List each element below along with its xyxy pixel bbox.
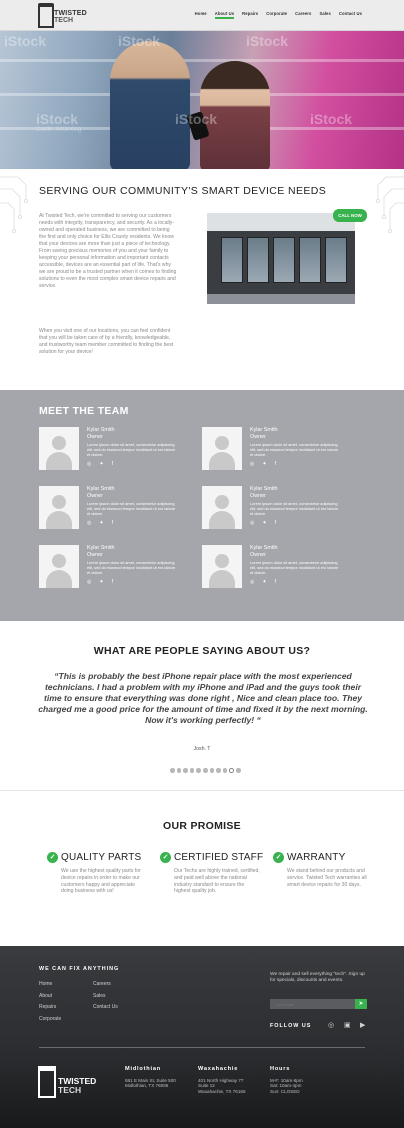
carousel-dot[interactable] — [216, 768, 221, 773]
member-bio: Lorem ipsum dolor sit amet, consectetur adipiscing elit, sed do eiusmod tempor incididunt ut ero labore et dolore. — [250, 501, 339, 516]
newsletter-email-input[interactable] — [270, 999, 355, 1009]
member-name: Kylar Smith — [250, 486, 278, 492]
member-bio: Lorem ipsum dolor sit amet, consectetur adipiscing elit, sed do eiusmod tempor incididunt ut ero labore et dolore. — [250, 560, 339, 575]
hours-line: Sun: CLOSED — [270, 1088, 300, 1094]
member-name: Kylar Smith — [87, 486, 115, 492]
promise-heading: QUALITY PARTS — [61, 852, 142, 863]
member-role: Owner — [250, 551, 266, 558]
nav-home[interactable]: Home — [194, 11, 207, 16]
instagram-icon[interactable]: ◎ — [87, 520, 92, 526]
facebook-icon[interactable]: f — [111, 579, 113, 585]
nav-repairs[interactable]: Repairs — [242, 11, 259, 16]
hours-line: Sat: 10am-4pm — [270, 1083, 302, 1089]
promise-text: Our Techs are highly trained, certified, and paid well above the national industry standard to ensure the highest quality job. — [174, 868, 260, 895]
footer-divider — [39, 1047, 365, 1048]
footer-heading: WE CAN FIX ANYTHING — [39, 966, 120, 972]
site-header — [0, 0, 404, 31]
location-line: 681 E Main St, Suite 500 — [125, 1078, 176, 1083]
testimonial-author: Josh. T — [193, 746, 211, 752]
footer-link-sales[interactable]: Sales — [93, 993, 106, 999]
business-hours — [270, 1066, 303, 1094]
nav-sales[interactable]: Sales — [319, 11, 331, 16]
twitter-icon[interactable]: ✦ — [99, 520, 104, 526]
storefront-image — [207, 213, 355, 304]
logo-mark-icon — [38, 3, 54, 28]
carousel-dot[interactable] — [210, 768, 215, 773]
testimonials-title: WHAT ARE PEOPLE SAYING ABOUT US? — [93, 645, 311, 657]
site-footer — [0, 946, 404, 1128]
twitter-icon[interactable]: ✦ — [262, 520, 267, 526]
carousel-dot[interactable] — [177, 768, 182, 773]
twitter-icon[interactable]: ✦ — [262, 579, 267, 585]
member-bio: Lorem ipsum dolor sit amet, consectetur adipiscing elit, sed do eiusmod tempor incididunt ut ero labore et dolore. — [87, 442, 176, 457]
promise-item — [273, 852, 383, 888]
facebook-icon[interactable]: f — [274, 579, 276, 585]
location-waxahachie — [198, 1066, 246, 1094]
promise-section — [0, 791, 404, 946]
avatar-placeholder-icon — [202, 427, 242, 470]
location-line: Suite 12 — [198, 1083, 215, 1089]
member-bio: Lorem ipsum dolor sit amet, consectetur adipiscing elit, sed do eiusmod tempor incididunt ut ero labore et dolore. — [87, 560, 176, 575]
footer-link-corporate[interactable]: Corporate — [39, 1016, 62, 1022]
footer-logo[interactable] — [38, 1066, 100, 1098]
footer-link-contact-us[interactable]: Contact Us — [93, 1004, 118, 1010]
promise-item — [160, 852, 270, 895]
instagram-icon[interactable]: ◎ — [328, 1022, 335, 1029]
carousel-dot[interactable] — [196, 768, 201, 773]
twitter-icon[interactable]: ✦ — [99, 461, 104, 467]
logo-mark-icon — [38, 1066, 56, 1098]
community-section — [0, 169, 404, 390]
member-role: Owner — [250, 492, 266, 499]
member-role: Owner — [87, 433, 103, 440]
team-member-card — [39, 486, 179, 532]
location-line: Waxahachie, TX 76165 — [198, 1088, 246, 1094]
location-midlothian — [125, 1066, 176, 1089]
twitter-icon[interactable]: ✦ — [262, 461, 267, 467]
avatar-placeholder-icon — [39, 545, 79, 588]
watermark: iStock — [310, 111, 353, 127]
send-icon[interactable]: ➤ — [355, 999, 367, 1009]
carousel-dot[interactable] — [190, 768, 195, 773]
circuit-decoration-icon — [370, 169, 404, 239]
footer-link-careers[interactable]: Careers — [93, 981, 111, 987]
footer-link-home[interactable]: Home — [39, 981, 53, 987]
carousel-dots — [170, 768, 241, 773]
promise-heading: CERTIFIED STAFF — [174, 852, 264, 863]
logo-text-line2: TECH — [58, 1085, 82, 1095]
facebook-icon[interactable]: f — [111, 520, 113, 526]
member-name: Kylar Smith — [87, 545, 115, 551]
instagram-icon[interactable]: ◎ — [87, 461, 92, 467]
member-name: Kylar Smith — [87, 427, 115, 433]
member-name: Kylar Smith — [250, 545, 278, 551]
location-line: 401 North Highway 77 — [198, 1078, 244, 1083]
circuit-decoration-icon — [0, 169, 34, 239]
watermark: iStock — [246, 33, 289, 49]
location-title: Midlothian — [125, 1066, 161, 1072]
avatar-placeholder-icon — [202, 486, 242, 529]
location-title: Hours — [270, 1066, 291, 1072]
member-bio: Lorem ipsum dolor sit amet, consectetur adipiscing elit, sed do eiusmod tempor incididunt ut ero labore et dolore. — [87, 501, 176, 516]
carousel-dot[interactable] — [223, 768, 228, 773]
promise-title: OUR PROMISE — [163, 820, 241, 832]
member-name: Kylar Smith — [250, 427, 278, 433]
check-circle-icon: ✓ — [273, 852, 284, 863]
facebook-icon[interactable]: f — [274, 461, 276, 467]
promise-item — [47, 852, 157, 895]
hero-image — [0, 31, 404, 169]
promise-heading: WARRANTY — [287, 852, 346, 863]
testimonial-quote: “This is probably the best iPhone repair place with the most experienced technicians. I had a problem with my iPhone and iPad and the guys took their time to ensure that everything was done right , Nice and clean place too. They charged me a good price for the amount of time and fixed it by the next morning. Now it's working perfectly! “ — [38, 671, 368, 725]
community-paragraph: At Twisted Tech, we're committed to serving our customers needs with integrity, transparency, and security. As a locally-owned and operated business, we are committed to being the first and only choice for Ellis County residents. We know that your devices are more than just a piece of technology. From saving precious memories of you and your family to keeping your personal information and important contacts accessible, devices are an essential part of life. That's why we are proud to be a trusted partner when it comes to finding solutions to even the most complex smart device repairs and service. — [39, 213, 177, 289]
carousel-dot[interactable] — [183, 768, 188, 773]
check-circle-icon: ✓ — [47, 852, 58, 863]
follow-us-label: FOLLOW US — [270, 1023, 312, 1029]
team-member-card — [39, 545, 179, 591]
call-now-button[interactable]: CALL NOW — [333, 209, 367, 222]
promise-text: We use the highest quality parts for device repairs in order to make our customers happy and appreciate doing business with us! — [61, 868, 141, 895]
hours-line: M-F: 10am-6pm — [270, 1078, 303, 1083]
carousel-dot[interactable] — [236, 768, 241, 773]
location-line: Midlothian, TX 76065 — [125, 1083, 169, 1089]
member-bio: Lorem ipsum dolor sit amet, consectetur adipiscing elit, sed do eiusmod tempor incididunt ut ero labore et dolore. — [250, 442, 339, 457]
technician-figure — [110, 41, 190, 169]
instagram-icon[interactable]: ◎ — [250, 520, 255, 526]
instagram-icon[interactable]: ◎ — [87, 579, 92, 585]
location-title: Waxahachie — [198, 1066, 239, 1072]
watermark: iStock — [175, 111, 218, 127]
instagram-icon[interactable]: ◎ — [250, 461, 255, 467]
nav-contact-us[interactable]: Contact Us — [338, 11, 362, 16]
promise-text: We stand behind our products and service. Twisted Tech warranties all smart device repairs for 30 days. — [287, 868, 367, 888]
avatar-placeholder-icon — [39, 486, 79, 529]
footer-link-about[interactable]: About — [39, 993, 53, 999]
team-section — [0, 390, 404, 621]
community-paragraph: When you visit one of our locations, you can feel confident that you will be taken care of by a friendly, knowledgeable, and trustworthy team member committed to finding the best solution for your device! — [39, 328, 174, 355]
team-member-card — [202, 427, 342, 473]
facebook-icon[interactable]: f — [111, 461, 113, 467]
watermark: iStock Credit: XiXinXing — [36, 111, 82, 133]
footer-link-repairs[interactable]: Repairs — [39, 1004, 57, 1010]
logo-text-line1: TWISTED — [58, 1076, 97, 1086]
member-role: Owner — [87, 492, 103, 499]
testimonials-section — [0, 621, 404, 791]
member-role: Owner — [250, 433, 266, 440]
watermark: iStock — [4, 33, 47, 49]
logo-text-line1: TWISTED — [54, 10, 87, 17]
twisted-tech-logo[interactable] — [38, 3, 86, 28]
instagram-icon[interactable]: ◎ — [250, 579, 255, 585]
team-title: MEET THE TEAM — [39, 405, 129, 417]
watermark: iStock — [118, 33, 161, 49]
team-member-card — [39, 427, 179, 473]
member-role: Owner — [87, 551, 103, 558]
carousel-dot[interactable] — [203, 768, 208, 773]
carousel-dot[interactable] — [170, 768, 175, 773]
newsletter-text: We repair and sell everything "tech". Sign up for specials, discounts and events. — [270, 972, 365, 983]
check-circle-icon: ✓ — [160, 852, 171, 863]
logo-text-line2: TECH — [54, 17, 74, 24]
twitter-icon[interactable]: ✦ — [99, 579, 104, 585]
avatar-placeholder-icon — [202, 545, 242, 588]
youtube-icon[interactable]: ▶ — [360, 1022, 366, 1029]
facebook-icon[interactable]: f — [274, 520, 276, 526]
nav-about-us[interactable]: About Us — [211, 11, 238, 16]
community-title: SERVING OUR COMMUNITY'S SMART DEVICE NEEDS — [39, 185, 327, 197]
team-member-card — [202, 545, 342, 591]
nav-careers[interactable]: Careers — [295, 11, 312, 16]
carousel-dot[interactable] — [229, 768, 234, 773]
team-member-card — [202, 486, 342, 532]
nav-corporate[interactable]: Corporate — [266, 11, 288, 16]
facebook-icon[interactable]: ▣ — [344, 1022, 351, 1029]
main-nav — [191, 11, 366, 16]
avatar-placeholder-icon — [39, 427, 79, 470]
